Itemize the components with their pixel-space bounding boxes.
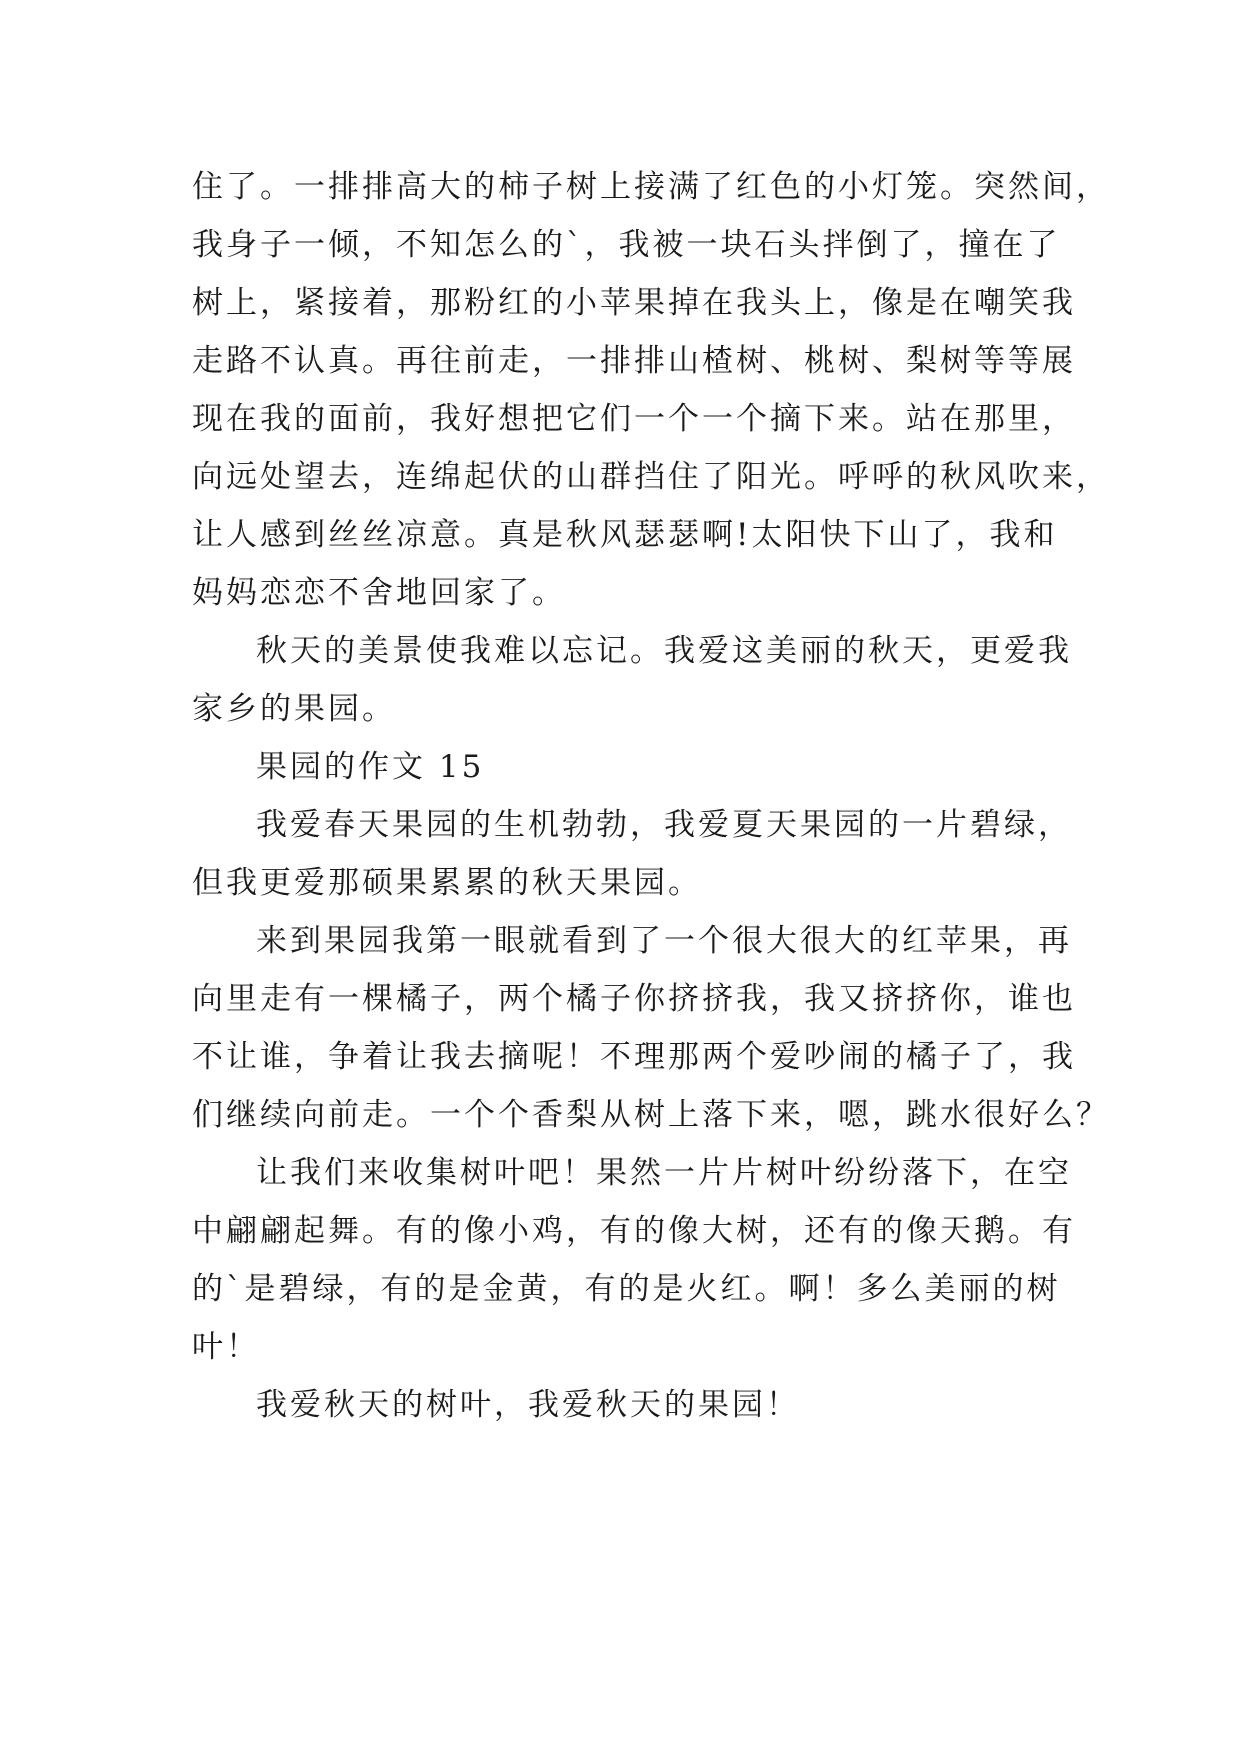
text-line: 我身子一倾，不知怎么的`，我被一块石头拌倒了，撞在了 — [192, 227, 1061, 263]
text-line: 但我更爱那硕果累累的秋天果园。 — [192, 865, 702, 901]
text-line: 不让谁，争着让我去摘呢！不理那两个爱吵闹的橘子了，我 — [192, 1039, 1076, 1075]
text-line: 向远处望去，连绵起伏的山群挡住了阳光。呼呼的秋风吹来， — [192, 459, 1110, 495]
text-line: 叶！ — [192, 1329, 260, 1365]
text-line: 家乡的果园。 — [192, 691, 396, 727]
paragraph-4 — [192, 912, 1110, 1144]
text-line: 让人感到丝丝凉意。真是秋风瑟瑟啊!太阳快下山了，我和 — [192, 517, 1058, 553]
text-line: 我爱秋天的树叶，我爱秋天的果园！ — [256, 1387, 800, 1423]
text-line: 我爱春天果园的生机勃勃，我爱夏天果园的一片碧绿， — [256, 807, 1072, 843]
heading-text: 果园的作文 15 — [256, 749, 485, 785]
document-body — [192, 158, 1110, 1434]
text-line: 妈妈恋恋不舍地回家了。 — [192, 575, 566, 611]
text-line: 中翩翩起舞。有的像小鸡，有的像大树，还有的像天鹅。有 — [192, 1213, 1076, 1249]
paragraph-2 — [192, 622, 1072, 738]
section-heading — [192, 738, 1052, 796]
paragraph-6 — [192, 1376, 1052, 1434]
paragraph-5 — [192, 1144, 1076, 1376]
paragraph-1 — [192, 158, 1110, 622]
text-line: 树上，紧接着，那粉红的小苹果掉在我头上，像是在嘲笑我 — [192, 285, 1076, 321]
text-line: 秋天的美景使我难以忘记。我爱这美丽的秋天，更爱我 — [256, 633, 1072, 669]
paragraph-3 — [192, 796, 1072, 912]
text-line: 让我们来收集树叶吧！果然一片片树叶纷纷落下，在空 — [256, 1155, 1072, 1191]
text-line: 住了。一排排高大的柿子树上接满了红色的小灯笼。突然间， — [192, 169, 1110, 205]
text-line: 向里走有一棵橘子，两个橘子你挤挤我，我又挤挤你，谁也 — [192, 981, 1076, 1017]
text-line: 走路不认真。再往前走，一排排山楂树、桃树、梨树等等展 — [192, 343, 1076, 379]
text-line: 们继续向前走。一个个香梨从树上落下来，嗯，跳水很好么？ — [192, 1097, 1110, 1133]
text-line: 的`是碧绿，有的是金黄，有的是火红。啊！多么美丽的树 — [192, 1271, 1061, 1307]
text-line: 来到果园我第一眼就看到了一个很大很大的红苹果，再 — [256, 923, 1072, 959]
text-line: 现在我的面前，我好想把它们一个一个摘下来。站在那里， — [192, 401, 1076, 437]
